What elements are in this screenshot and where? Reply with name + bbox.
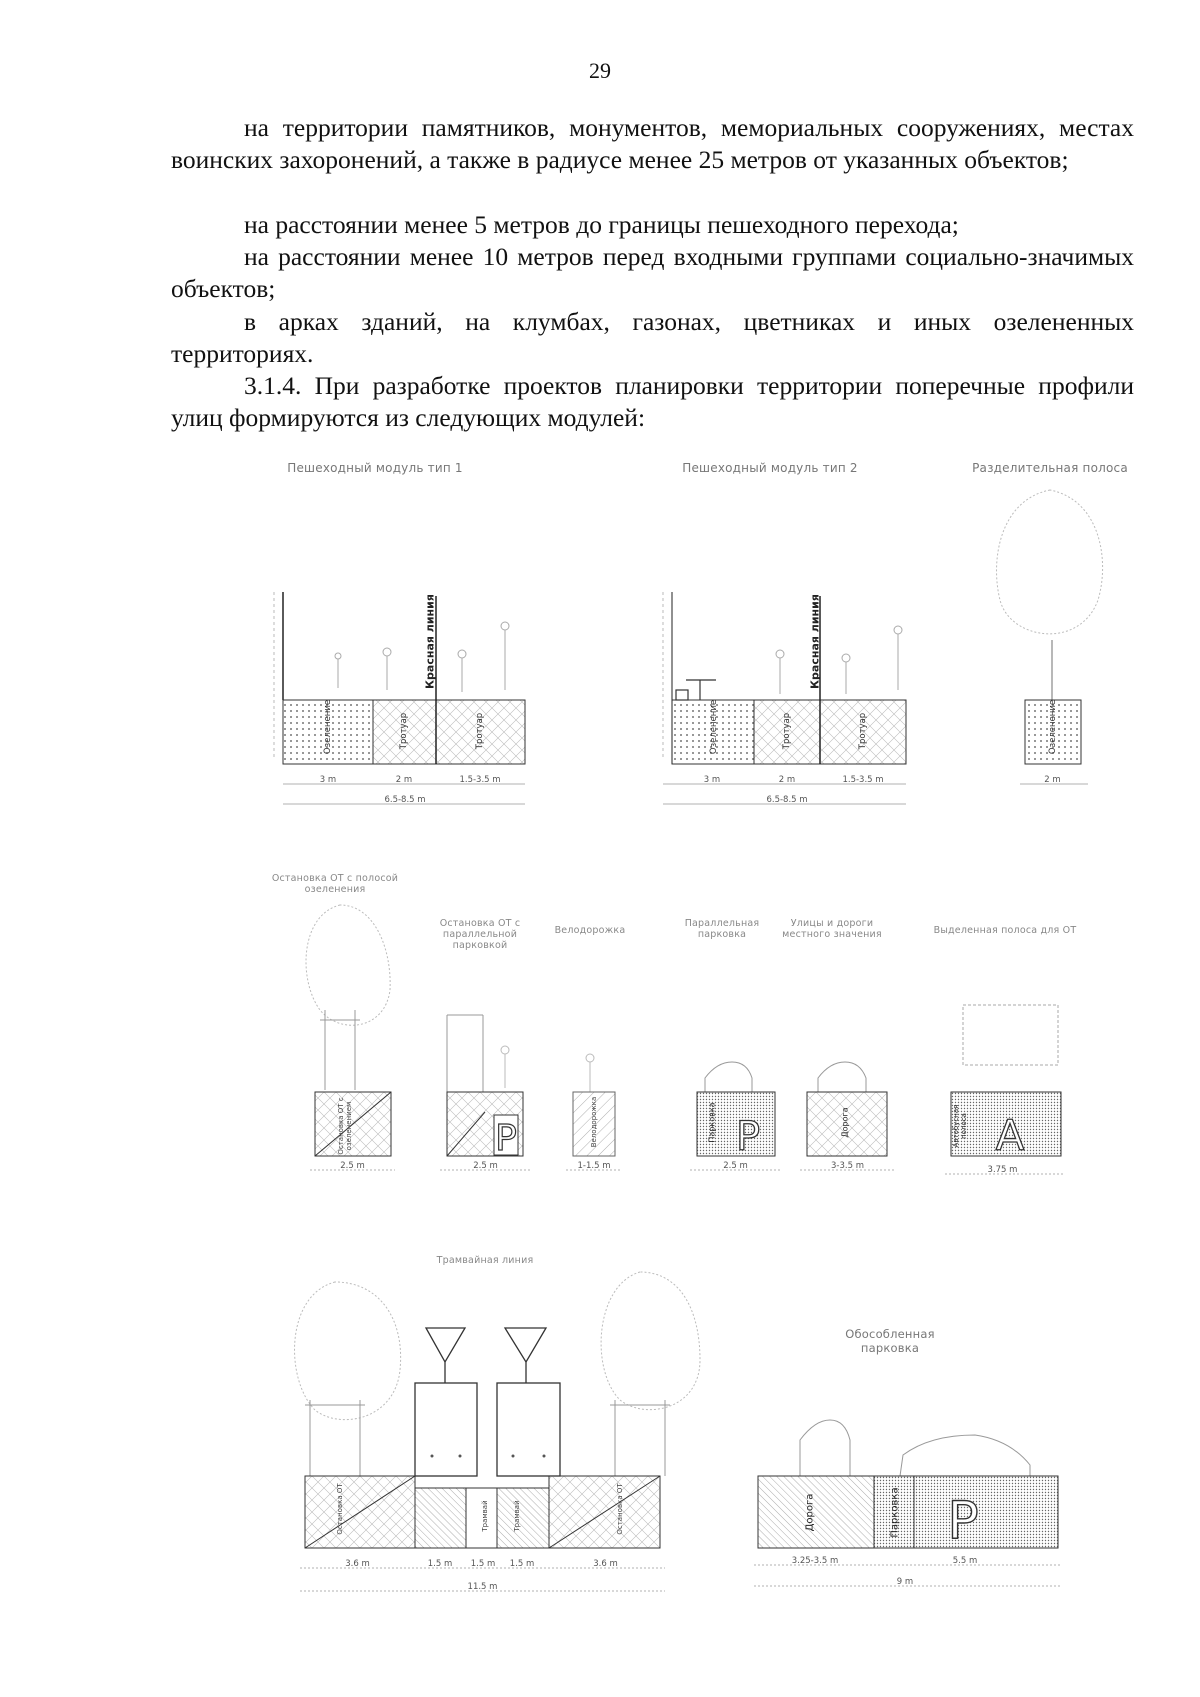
dim-m8: 3-3.5 m <box>831 1161 864 1171</box>
label-m10-stop-2: Остановка ОТ <box>616 1483 624 1535</box>
label-m1-red-line: Красная линия <box>423 594 437 689</box>
dim-m5: 2.5 m <box>473 1161 498 1171</box>
dim-m10-b: 1.5 m <box>427 1559 453 1569</box>
svg-text:P: P <box>495 1118 517 1159</box>
dim-m4: 2.5 m <box>340 1161 365 1171</box>
label-m2-sidewalk-2: Тротуар <box>858 712 868 750</box>
label-m8-road: Дорога <box>840 1107 850 1138</box>
label-m10-tram-1: Трамвай <box>481 1500 489 1532</box>
svg-text:P: P <box>735 1114 761 1160</box>
dim-m1-total: 6.5-8.5 m <box>384 795 426 805</box>
module-2-title: Пешеходный модуль тип 2 <box>682 461 858 475</box>
label-m2-sidewalk: Тротуар <box>782 712 792 750</box>
module-11-title: Обособленная парковка <box>845 1327 935 1355</box>
dim-m3: 2 m <box>1044 775 1061 785</box>
module-10-title: Трамвайная линия <box>436 1255 534 1266</box>
label-m10-stop-1: Остановка ОТ <box>336 1483 344 1535</box>
module-4-title: Остановка ОТ с полосой озеленения <box>271 873 399 895</box>
paragraph-3: на расстоянии менее 10 метров перед входными группами социально-значимых объектов; <box>171 242 1134 304</box>
label-m1-sidewalk: Тротуар <box>399 712 409 750</box>
dim-m10-a: 3.6 m <box>345 1559 370 1569</box>
dim-m2-b: 2 m <box>778 775 796 785</box>
module-8-title: Улицы и дороги местного значения <box>782 918 882 940</box>
dim-m2-total: 6.5-8.5 m <box>766 795 808 805</box>
paragraph-4: в арках зданий, на клумбах, газонах, цветниках и иных озелененных территориях. <box>171 307 1134 369</box>
module-1-title: Пешеходный модуль тип 1 <box>287 461 463 475</box>
label-m7-parking: Парковка <box>707 1102 717 1143</box>
bus-stop-parallel-parking <box>440 1015 530 1170</box>
parallel-parking <box>690 1062 780 1170</box>
dim-m10-c: 1.5 m <box>470 1559 496 1569</box>
module-6-title: Велодорожка <box>554 925 626 936</box>
label-m4-stop: Остановка ОТ с озеленением <box>337 1097 353 1155</box>
label-m10-tram-2: Трамвай <box>513 1500 521 1532</box>
dim-m10-d: 1.5 m <box>509 1559 535 1569</box>
label-m2-greenery: Озеленение <box>709 699 719 755</box>
dim-m2-a: 3 m <box>703 775 721 785</box>
paragraph-1: на территории памятников, монументов, мемориальных сооружениях, местах воинских захоронений, а также в радиусе менее 25 метров от указанных объектов; <box>171 113 1134 175</box>
label-m11-parking: Парковка <box>889 1487 901 1538</box>
label-m6-bike: Велодорожка <box>590 1096 598 1148</box>
dim-m1-a: 3 m <box>319 775 337 785</box>
dim-m7: 2.5 m <box>723 1161 748 1171</box>
label-m9-bus: Автобусная полоса <box>952 1104 968 1148</box>
module-9-title: Выделенная полоса для ОТ <box>933 925 1077 936</box>
dim-m10-total: 11.5 m <box>467 1582 498 1592</box>
label-m11-road: Дорога <box>804 1493 816 1532</box>
tram-line <box>295 1272 700 1591</box>
paragraph-5: 3.1.4. При разработке проектов планировки территории поперечные профили улиц формируются из следующих модулей: <box>171 371 1134 433</box>
svg-text:P: P <box>947 1491 979 1551</box>
module-7-title: Параллельная парковка <box>684 918 760 940</box>
page-number: 29 <box>589 58 611 83</box>
dim-m1-b: 2 m <box>395 775 413 785</box>
dim-m11-b: 5.5 m <box>952 1556 978 1566</box>
label-m1-greenery: Озеленение <box>323 699 333 755</box>
paragraph-2: на расстоянии менее 5 метров до границы пешеходного перехода; <box>244 210 959 239</box>
dim-m11-a: 3.25-3.5 m <box>791 1556 839 1566</box>
module-3-title: Разделительная полоса <box>972 461 1128 475</box>
pedestrian-module-type-2 <box>663 592 906 804</box>
pedestrian-module-type-1 <box>274 592 525 804</box>
dim-m2-c: 1.5-3.5 m <box>842 775 884 785</box>
label-m1-sidewalk-2: Тротуар <box>475 712 485 750</box>
label-m2-red-line: Красная линия <box>808 594 822 689</box>
dim-m1-c: 1.5-3.5 m <box>459 775 501 785</box>
dim-m6: 1-1.5 m <box>577 1161 611 1171</box>
dim-m10-e: 3.6 m <box>593 1559 618 1569</box>
dim-m11-total: 9 m <box>896 1577 914 1587</box>
module-5-title: Остановка ОТ с параллельной парковкой <box>439 918 521 951</box>
label-m3-greenery: Озеленение <box>1048 699 1058 755</box>
dim-m9: 3.75 m <box>987 1165 1018 1175</box>
svg-text:A: A <box>995 1111 1025 1160</box>
